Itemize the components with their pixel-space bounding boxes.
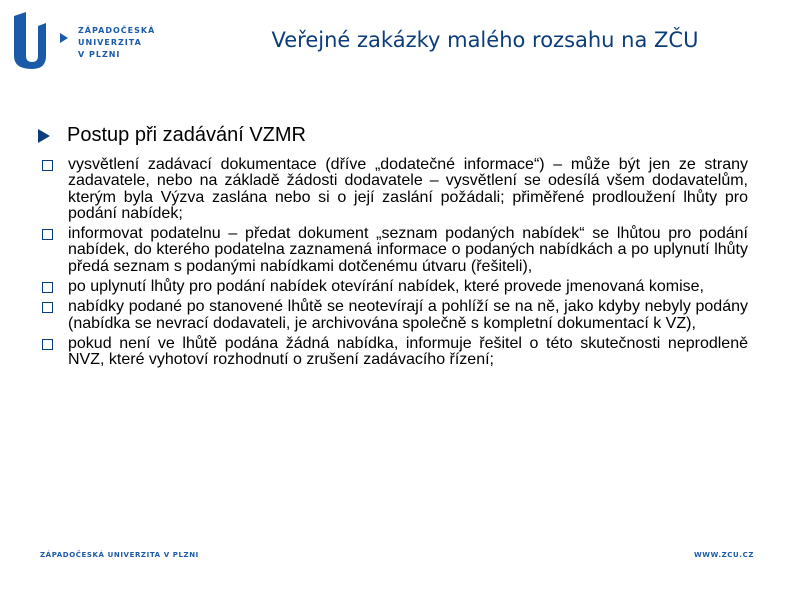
list-item-text: informovat podatelnu – předat dokument „seznam podaných nabídek“ se lhůtou pro podání nabídek, do kterého podatelna zaznamená informace o podaných nabídkách a po uplynutí lhůty předá seznam s podanými nabídkami dotčenému útvaru (řešiteli),	[68, 225, 748, 275]
checkbox-bullet-icon	[42, 282, 53, 293]
slide-title: Veřejné zakázky malého rozsahu na ZČU	[271, 28, 699, 52]
slide-header	[0, 0, 794, 86]
university-logo-icon	[12, 12, 48, 70]
logo-arrow-icon	[60, 33, 68, 43]
list-item-text: po uplynutí lhůty pro podání nabídek otevírání nabídek, které provede jmenovaná komise,	[68, 278, 704, 296]
footer-university-name: ZÁPADOČESKÁ UNIVERZITA V PLZNI	[40, 551, 199, 559]
list-item-text: pokud není ve lhůtě podána žádná nabídka, informuje řešitel o této skutečnosti neprodleně NVZ, které vyhotoví rozhodnutí o zrušení zadávacího řízení;	[68, 334, 748, 369]
list-item-text: nabídky podané po stanovené lhůtě se neotevírají a pohlíží se na ně, jako kdyby nebyly podány (nabídka se nevrací dodavateli, je archivována společně s kompletní dokumentací k VZ),	[68, 298, 748, 332]
checkbox-bullet-icon	[42, 160, 53, 171]
list-item	[42, 299, 748, 332]
list-item	[42, 336, 748, 369]
logo-line: ZÁPADOČESKÁ	[78, 26, 156, 35]
checkbox-bullet-icon	[42, 339, 53, 350]
logo-line: UNIVERZITA	[78, 38, 142, 47]
logo-wordmark	[78, 25, 155, 61]
checkbox-bullet-icon	[42, 229, 53, 240]
section-heading	[38, 124, 306, 147]
logo-line: V PLZNI	[78, 50, 121, 59]
list-item-text: vysvětlení zadávací dokumentace (dříve „dodatečné informace“) – může být jen ze strany zadavatele, nebo na základě žádosti dodavatele – vysvětlení se odesílá všem dodavatelům, kterým byla Výzva zaslána nebo si o její zaslání požádali; přiměřené prodloužení lhůty pro podání nabídek;	[68, 156, 748, 222]
section-title: Postup při zadávání VZMR	[67, 124, 306, 146]
checkbox-bullet-icon	[42, 302, 53, 313]
triangle-bullet-icon	[38, 129, 50, 143]
footer-website-link[interactable]: WWW.ZCU.CZ	[693, 551, 754, 559]
list-item	[42, 157, 748, 222]
list-item	[42, 279, 748, 295]
bullet-list	[42, 157, 748, 373]
list-item	[42, 226, 748, 275]
